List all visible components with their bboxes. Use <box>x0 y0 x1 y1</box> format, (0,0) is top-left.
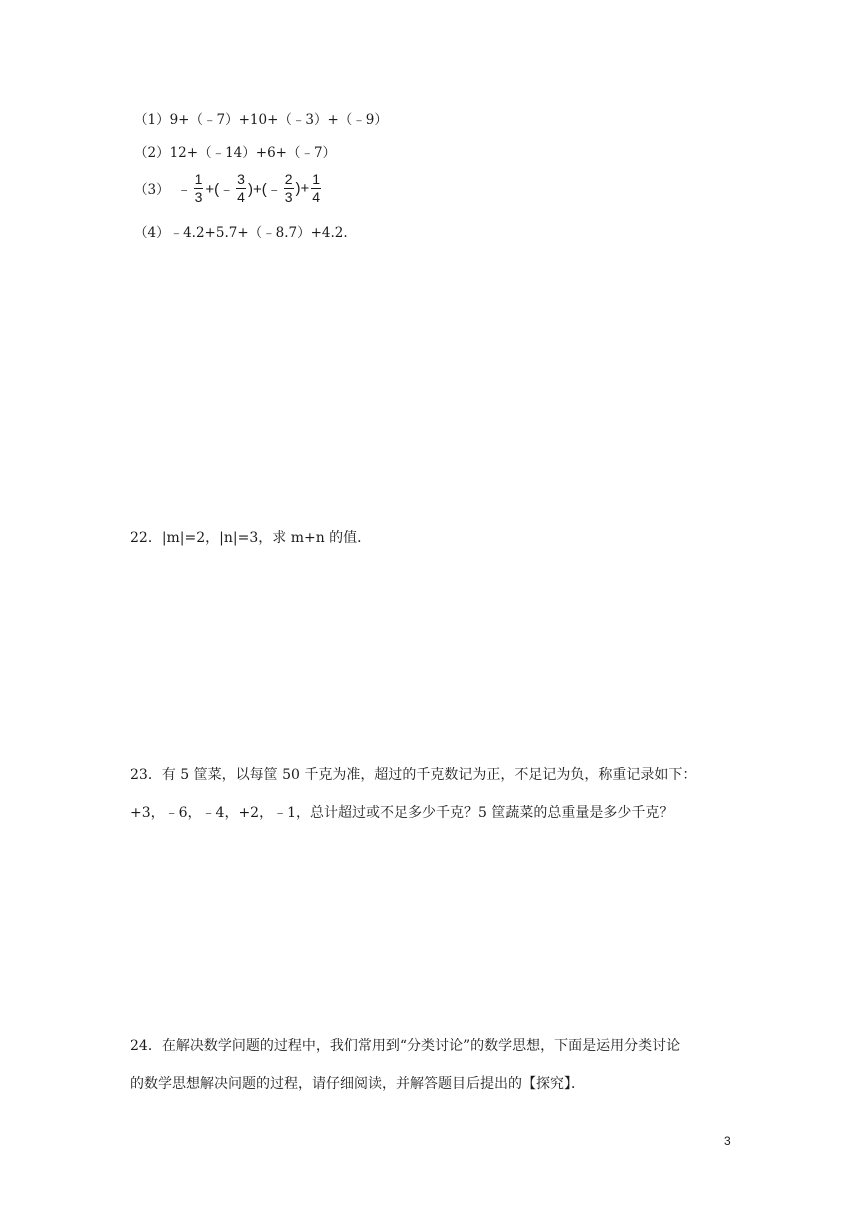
item-3-label: （3） <box>134 182 170 199</box>
problem-21-item-4: （4）﹣4.2+5.7+（﹣8.7）+4.2. <box>134 225 348 241</box>
fraction-3-numerator: 2 <box>284 171 293 187</box>
problem-24-line-1: 24．在解决数学问题的过程中，我们常用到“分类讨论”的数学思想，下面是运用分类讨论 <box>130 1038 681 1054</box>
problem-23-line-1: 23．有 5 筐菜，以每筐 50 千克为准，超过的千克数记为正，不足记为负，称重记录如下： <box>130 767 697 783</box>
problem-23-line-2: +3，﹣6，﹣4，+2，﹣1，总计超过或不足多少千克？5 筐蔬菜的总重量是多少千克？ <box>130 805 674 821</box>
operator-1: +(﹣ <box>205 180 235 198</box>
fraction-2 <box>236 172 246 204</box>
operator-2: )+(﹣ <box>247 180 282 198</box>
fraction-1-denominator: 3 <box>194 188 203 205</box>
fraction-1-numerator: 1 <box>194 171 203 187</box>
problem-22: 22．|m|=2，|n|=3，求 m+n 的值． <box>130 530 372 546</box>
operator-3: )+ <box>295 179 310 197</box>
fraction-4 <box>311 172 321 204</box>
fraction-1 <box>194 172 204 204</box>
fraction-3 <box>284 172 294 204</box>
problem-24-line-2: 的数学思想解决问题的过程，请仔细阅读，并解答题目后提出的【探究】． <box>130 1076 585 1092</box>
lead-sign: ﹣ <box>176 180 192 198</box>
fraction-4-denominator: 4 <box>312 188 321 205</box>
fraction-2-numerator: 3 <box>237 171 245 187</box>
fraction-4-numerator: 1 <box>312 171 321 187</box>
problem-21-item-3 <box>134 172 322 204</box>
problem-21-item-1: （1）9+（﹣7）+10+（﹣3）+（﹣9） <box>134 112 388 128</box>
fraction-3-denominator: 3 <box>284 188 293 205</box>
page-number: 3 <box>724 1134 731 1148</box>
fraction-2-denominator: 4 <box>237 188 245 205</box>
problem-21-item-2: （2）12+（﹣14）+6+（﹣7） <box>134 145 337 161</box>
